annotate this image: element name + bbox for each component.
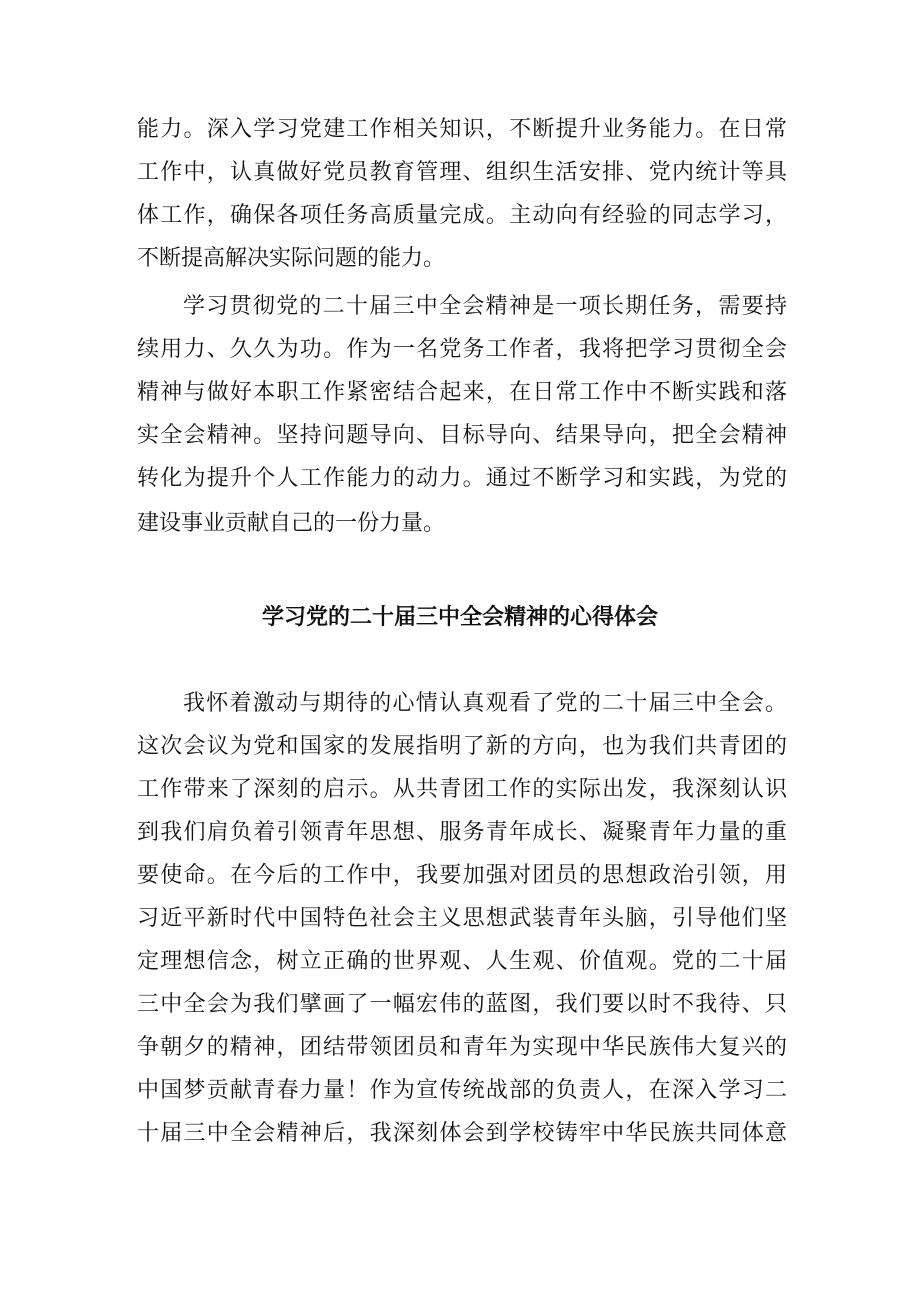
- paragraph-3-line-10: 中国梦贡献青春力量！作为宣传统战部的负责人，在深入学习二: [137, 1078, 787, 1103]
- paragraph-3-line-7: 定理想信念，树立正确的世界观、人生观、价值观。党的二十届: [137, 949, 787, 974]
- paragraph-2-line-1: 学习贯彻党的二十届三中全会精神是一项长期任务，需要持: [183, 294, 787, 319]
- paragraph-3-line-4: 到我们肩负着引领青年思想、服务青年成长、凝聚青年力量的重: [137, 820, 787, 845]
- paragraph-2-line-6: 建设事业贡献自己的一份力量。: [137, 511, 446, 536]
- paragraph-2-line-4: 实全会精神。坚持问题导向、目标导向、结果导向，把全会精神: [137, 423, 787, 448]
- paragraph-2-line-5: 转化为提升个人工作能力的动力。通过不断学习和实践，为党的: [137, 466, 787, 491]
- paragraph-1-line-3: 体工作，确保各项任务高质量完成。主动向有经验的同志学习，: [137, 203, 787, 228]
- paragraph-1-line-1: 能力。深入学习党建工作相关知识，不断提升业务能力。在日常: [137, 117, 787, 142]
- paragraph-3-line-6: 习近平新时代中国特色社会主义思想武装青年头脑，引导他们坚: [137, 906, 787, 931]
- paragraph-1-line-4: 不断提高解决实际问题的能力。: [137, 246, 446, 271]
- paragraph-2-line-2: 续用力、久久为功。作为一名党务工作者，我将把学习贯彻全会: [137, 337, 787, 362]
- paragraph-3-line-8: 三中全会为我们擘画了一幅宏伟的蓝图，我们要以时不我待、只: [137, 992, 787, 1017]
- section-title: 学习党的二十届三中全会精神的心得体会: [261, 605, 658, 630]
- paragraph-3-line-1: 我怀着激动与期待的心情认真观看了党的二十届三中全会。: [183, 691, 787, 716]
- paragraph-3-line-5: 要使命。在今后的工作中，我要加强对团员的思想政治引领，用: [137, 863, 787, 888]
- paragraph-3-line-11: 十届三中全会精神后，我深刻体会到学校铸牢中华民族共同体意: [137, 1121, 787, 1146]
- paragraph-1-line-2: 工作中，认真做好党员教育管理、组织生活安排、党内统计等具: [137, 160, 787, 185]
- paragraph-3-line-9: 争朝夕的精神，团结带领团员和青年为实现中华民族伟大复兴的: [137, 1035, 787, 1060]
- paragraph-3-line-2: 这次会议为党和国家的发展指明了新的方向，也为我们共青团的: [137, 734, 787, 759]
- paragraph-2-line-3: 精神与做好本职工作紧密结合起来，在日常工作中不断实践和落: [137, 380, 787, 405]
- paragraph-3-line-3: 工作带来了深刻的启示。从共青团工作的实际出发，我深刻认识: [137, 777, 787, 802]
